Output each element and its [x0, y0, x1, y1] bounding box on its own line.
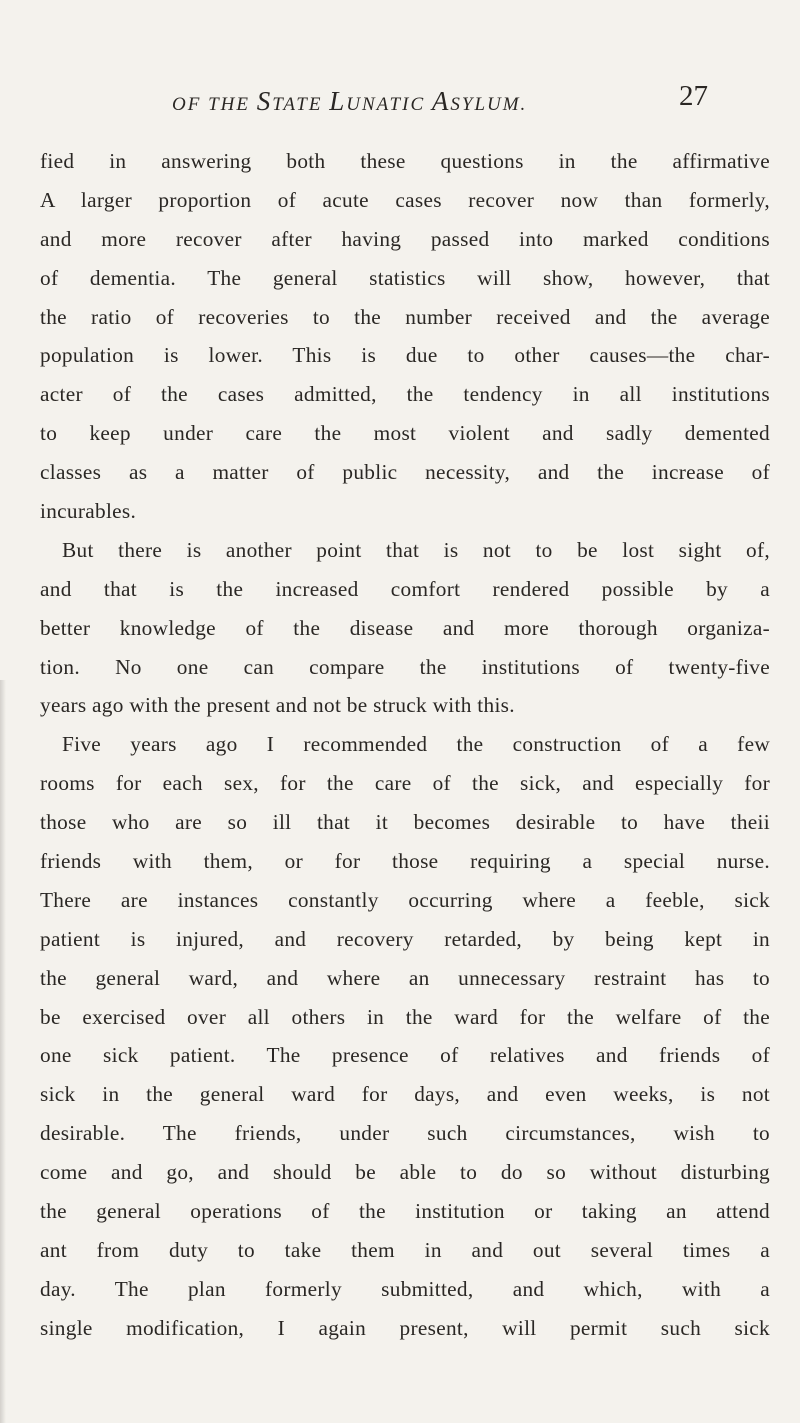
page-edge-shadow — [0, 680, 6, 1423]
running-head-part: OF THE — [172, 94, 257, 115]
body-text — [40, 142, 770, 1348]
text-line: fied in answering both these questions in the affirmative — [40, 149, 770, 173]
text-line: one sick patient. The presence of relatives and friends of — [40, 1043, 770, 1068]
text-line: those who are so ill that it becomes desirable to have theii — [40, 810, 770, 835]
running-head-part: TATE — [272, 94, 330, 115]
text-line: tion. No one can compare the institutions of twenty-five — [40, 654, 770, 679]
text-line: day. The plan formerly submitted, and which, with a — [40, 1276, 770, 1301]
text-line: ant from duty to take them in and out several times a — [40, 1237, 770, 1262]
text-line: population is lower. This is due to other causes—the char- — [40, 343, 770, 368]
text-line: incurables. — [40, 499, 137, 524]
text-line: A larger proportion of acute cases recover now than formerly, — [40, 187, 770, 212]
text-line: years ago with the present and not be struck with this. — [40, 693, 515, 718]
text-line: There are instances constantly occurring where a feeble, sick — [40, 887, 770, 912]
text-line: the general ward, and where an unnecessary restraint has to — [40, 965, 770, 990]
text-line: to keep under care the most violent and sadly demented — [40, 421, 770, 446]
text-line: come and go, and should be able to do so without disturbing — [40, 1160, 770, 1185]
text-line: But there is another point that is not to be lost sight of, — [62, 537, 770, 562]
text-line: desirable. The friends, under such circumstances, wish to — [40, 1121, 770, 1146]
running-head-part: A — [431, 86, 451, 116]
text-line: classes as a matter of public necessity, and the increase of — [40, 460, 770, 485]
page-number: 27 — [679, 80, 708, 112]
text-line: and more recover after having passed into marked conditions — [40, 226, 770, 251]
text-line: better knowledge of the disease and more thorough organiza- — [40, 615, 770, 640]
text-line: rooms for each sex, for the care of the sick, and especially for — [40, 771, 770, 796]
running-head-part: S — [256, 86, 273, 116]
text-line: friends with them, or for those requiring a special nurse. — [40, 849, 770, 874]
text-line: the ratio of recoveries to the number received and the average — [40, 304, 770, 329]
text-line: sick in the general ward for days, and even weeks, is not — [40, 1082, 770, 1107]
text-line: patient is injured, and recovery retarded, by being kept in — [40, 926, 770, 951]
running-head-part: SYLUM. — [450, 94, 528, 115]
text-line: acter of the cases admitted, the tendency in all institutions — [40, 382, 770, 407]
running-head — [172, 86, 712, 122]
text-line: Five years ago I recommended the construction of a few — [62, 732, 770, 757]
text-line: single modification, I again present, will permit such sick — [40, 1315, 770, 1340]
running-head-part: UNATIC — [346, 94, 432, 115]
text-line: the general operations of the institution or taking an attend — [40, 1199, 770, 1224]
running-head-part: L — [329, 86, 347, 116]
text-line: of dementia. The general statistics will show, however, that — [40, 265, 770, 290]
text-line: and that is the increased comfort rendered possible by a — [40, 576, 770, 601]
text-line: be exercised over all others in the ward for the welfare of the — [40, 1004, 770, 1029]
